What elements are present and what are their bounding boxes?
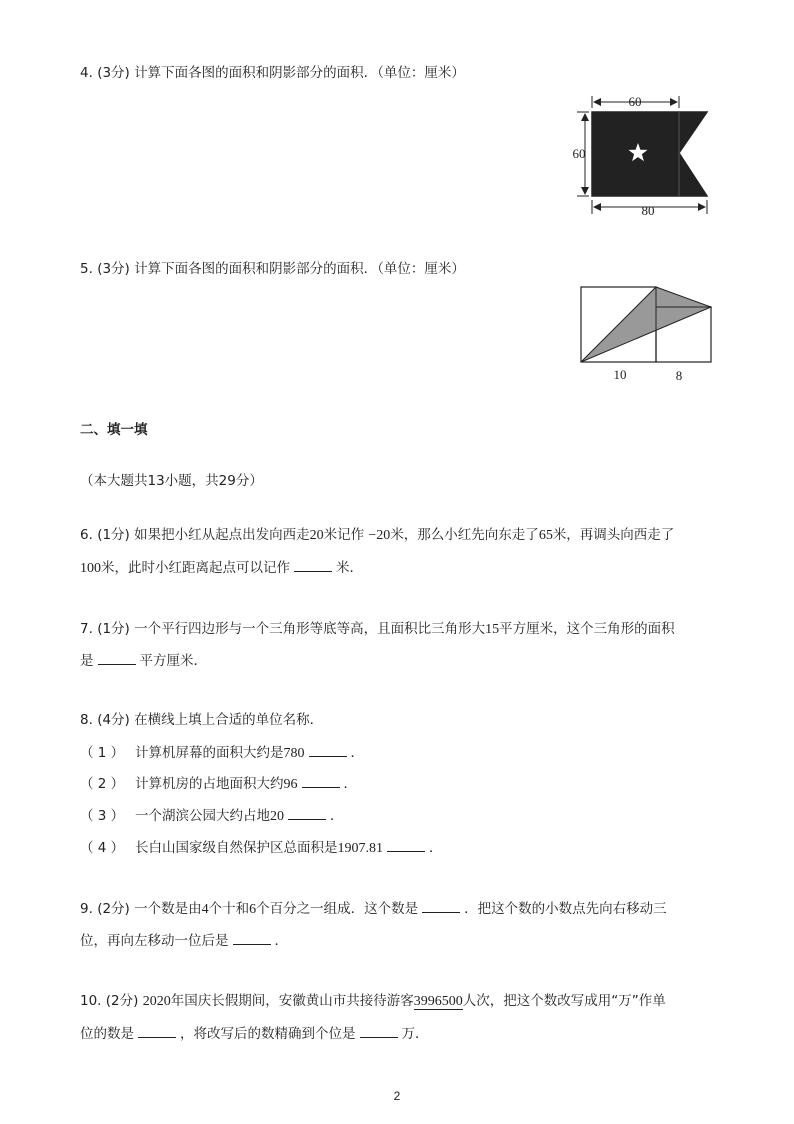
q8-item-4: （ 4 ） 长白山国家级自然保护区总面积是1907.81 ． xyxy=(80,837,443,859)
underlined-number: 3996500 xyxy=(413,994,463,1009)
q9-line2: 位，再向左移动一位后是 ． xyxy=(80,930,288,951)
answer-blank[interactable] xyxy=(294,557,332,572)
label-8: 8 xyxy=(675,368,683,383)
q5-text: 5. (3分) 计算下面各图的面积和阴影部分的面积．（单位：厘米） xyxy=(80,261,465,277)
answer-blank[interactable] xyxy=(309,742,347,757)
q10-line1: 10. (2分) 2020年国庆长假期间，安徽黄山市共接待游客3996500人次，把这个数改写成用“万”作单 xyxy=(80,993,666,1009)
q8-item-2: （ 2 ） 计算机房的占地面积大约96 ． xyxy=(80,773,357,795)
q9-line1: 9. (2分) 一个数是由4个十和6个百分之一组成．这个数是 ．把这个数的小数点先向右移动三 xyxy=(80,898,667,920)
q4-text: 4. (3分) 计算下面各图的面积和阴影部分的面积．（单位：厘米） xyxy=(80,65,465,81)
answer-blank[interactable] xyxy=(387,837,425,852)
answer-blank[interactable] xyxy=(422,898,460,913)
section-title: 二、填一填 xyxy=(80,422,148,438)
shaded-triangle xyxy=(581,287,711,362)
rect-triangle-figure xyxy=(575,282,720,386)
q6-line1: 6. (1分) 如果把小红从起点出发向西走20米记作 −20米，那么小红先向东走了65米，再调头向西走了 xyxy=(80,527,675,543)
section-note: （本大题共13小题，共29分） xyxy=(80,473,263,489)
answer-blank[interactable] xyxy=(138,1023,176,1038)
q8-text: 8. (4分) 在横线上填上合适的单位名称． xyxy=(80,712,324,728)
flag-figure xyxy=(565,92,715,222)
page-number: 2 xyxy=(393,1089,401,1103)
q10-line2: 位的数是 ，将改写后的数精确到个位是 万． xyxy=(80,1023,429,1044)
q8-item-1: （ 1 ） 计算机屏幕的面积大约是780 ． xyxy=(80,742,364,764)
answer-blank[interactable] xyxy=(288,805,326,820)
q7-line2: 是 平方厘米． xyxy=(80,650,207,671)
q8-item-3: （ 3 ） 一个湖滨公园大约占地20 ． xyxy=(80,805,344,827)
q6-line2: 100米，此时小红距离起点可以记作 米． xyxy=(80,557,363,579)
dim-left: 60 xyxy=(572,146,586,161)
label-10: 10 xyxy=(613,367,627,382)
answer-blank[interactable] xyxy=(302,773,340,788)
answer-blank[interactable] xyxy=(233,930,271,945)
answer-blank[interactable] xyxy=(360,1023,398,1038)
flag-shape xyxy=(592,112,707,196)
dim-top: 60 xyxy=(628,94,642,109)
q7-line1: 7. (1分) 一个平行四边形与一个三角形等底等高，且面积比三角形大15平方厘米，这个三角形的面积 xyxy=(80,621,675,637)
answer-blank[interactable] xyxy=(98,650,136,665)
dim-bottom: 80 xyxy=(641,203,655,218)
